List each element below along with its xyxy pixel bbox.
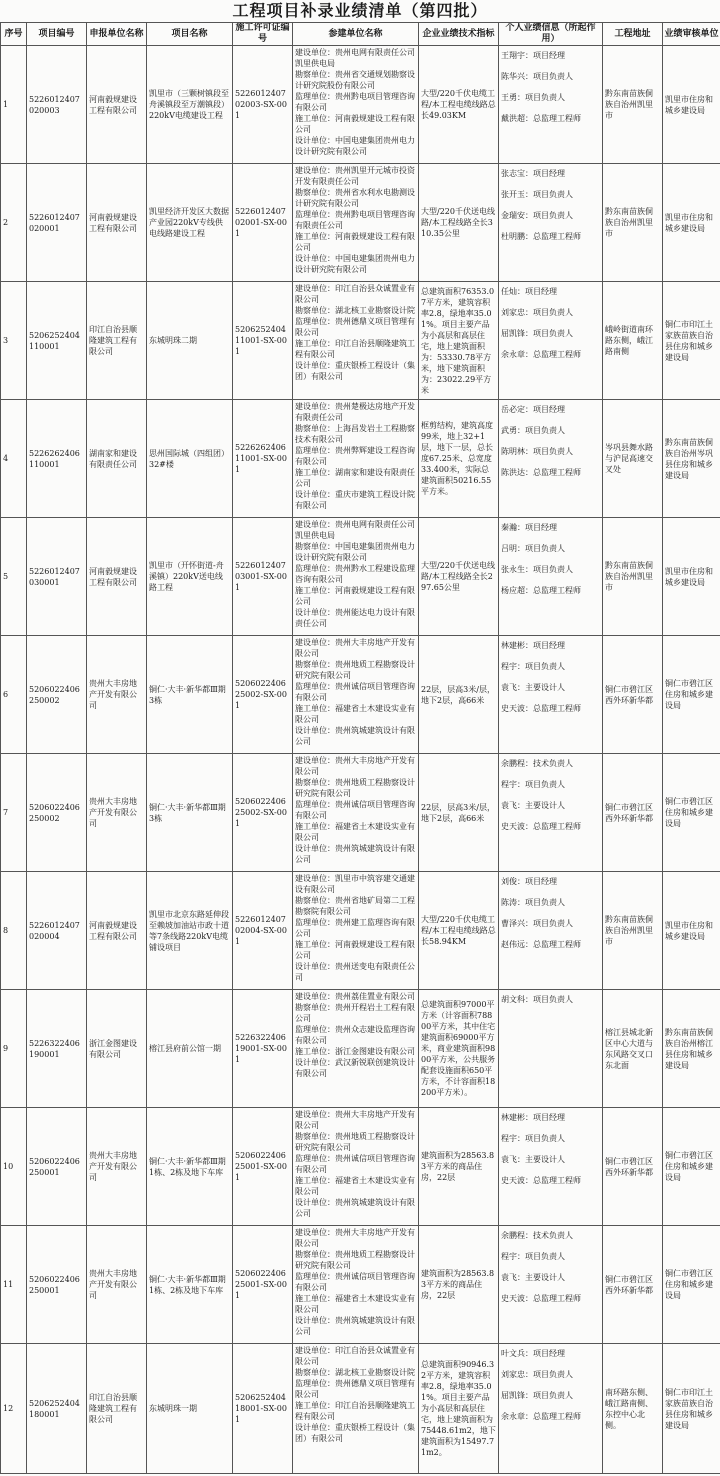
person-entry: 岳必定：项目经理 [501, 405, 565, 414]
participating-unit: 建设单位：贵州凯里开元城市投资开发有限责任公司 [295, 166, 415, 186]
project-name-cell: 凯里市（开怀街道-舟溪镇）220kV送电线路工程 [147, 518, 233, 636]
permit-number-cell: 520625240411001-SX-001 [233, 282, 293, 400]
row-number-cell: 8 [1, 872, 27, 990]
participating-unit: 监理单位：贵州诚信项目管理咨询有限公司 [295, 800, 415, 820]
technical-indicator-cell: 大型/220千伏送电线路/本工程线路全长310.35公里 [419, 164, 499, 282]
participating-unit: 施工单位：印江自治县顺隆建筑工程有限公司 [295, 1401, 415, 1421]
person-entry: 陈明林：项目负责人 [501, 447, 573, 456]
permit-number-cell: 522601240702003-SX-001 [233, 46, 293, 164]
permit-number-cell: 522632240619001-SX-001 [233, 990, 293, 1108]
project-code-cell: 5206022406250002 [27, 636, 87, 754]
person-entry: 任灿：项目经理 [501, 287, 557, 296]
project-name-cell: 铜仁·大丰·新华都Ⅲ期1栋、2栋及地下车库 [147, 1108, 233, 1226]
permit-number-cell: 522601240702004-SX-001 [233, 872, 293, 990]
technical-indicator-cell: 建筑面积为28563.83平方米的商品住房，22层 [419, 1108, 499, 1226]
participating-unit: 建设单位：贵州电网有限责任公司凯里供电局 [295, 48, 415, 68]
applicant-cell: 河南毅规建设工程有限公司 [87, 46, 147, 164]
participating-unit: 勘察单位：湖北核工业勘察设计院 [295, 1368, 415, 1377]
participating-unit: 建设单位：贵州大丰房地产开发有限公司 [295, 1228, 415, 1248]
participating-unit: 施工单位：河南毅规建设工程有限公司 [295, 114, 415, 134]
participating-unit: 设计单位：贵州筑城建筑设计有限公司 [295, 1198, 415, 1218]
person-entry: 刘俊：项目经理 [501, 877, 557, 886]
review-unit-cell: 铜仁市印江土家族苗族自治县住房和城乡建设局 [663, 282, 720, 400]
person-entry: 武勇：项目负责人 [501, 426, 565, 435]
person-entry: 刘家忠：项目负责人 [501, 1370, 573, 1379]
project-address-cell: 峨岭街道南环路东侧，峨江路南侧 [603, 282, 663, 400]
person-entry: 戴洪超：总监理工程师 [501, 114, 581, 123]
technical-indicator-cell: 总建筑面积76353.07平方米，建筑容积率2.8，绿地率35.01%。项目主要产品为小高层和高层住宅，地上建筑面积为：53330.78平方米，地下建筑面积为：23022.29平方米 [419, 282, 499, 400]
project-code-cell: 5206022406250002 [27, 754, 87, 872]
participating-unit: 勘察单位：贵州省水利水电勘测设计研究院有限公司 [295, 188, 415, 208]
permit-number-cell: 520602240625002-SX-001 [233, 636, 293, 754]
participating-units-cell [293, 990, 419, 1108]
project-address-cell: 黔东南苗族侗族自治州凯里市 [603, 46, 663, 164]
personal-performance-cell [499, 282, 603, 400]
project-code-cell: 5226012407020004 [27, 872, 87, 990]
participating-unit: 勘察单位：湖北核工业勘察设计院 [295, 306, 415, 315]
applicant-cell: 河南毅规建设工程有限公司 [87, 164, 147, 282]
header-cell: 工程地址 [603, 23, 663, 46]
participating-unit: 监理单位：贵州众志建设监理咨询有限公司 [295, 1025, 415, 1045]
personal-performance-cell [499, 46, 603, 164]
participating-unit: 设计单位：重庆银桥工程设计（集团）有限公司 [295, 1423, 415, 1443]
review-unit-cell: 黔东南苗族侗族自治州榕江县住房和城乡建设局 [663, 990, 720, 1108]
table-row [1, 46, 720, 164]
person-entry: 林建彬：项目经理 [501, 1113, 565, 1122]
permit-number-cell: 522601240702001-SX-001 [233, 164, 293, 282]
participating-unit: 勘察单位：贵州地质工程勘察设计研究院有限公司 [295, 1250, 415, 1270]
participating-unit: 设计单位：贵州筑城建筑设计有限公司 [295, 726, 415, 746]
person-entry: 吕明：项目负责人 [501, 544, 565, 553]
header-cell: 企业业绩技术指标 [419, 23, 499, 46]
table-row [1, 872, 720, 990]
participating-unit: 施工单位：福建省土木建设实业有限公司 [295, 704, 415, 724]
participating-units-cell [293, 400, 419, 518]
participating-unit: 监理单位：贵州诚信项目管理咨询有限公司 [295, 682, 415, 702]
person-entry: 史天波：总监理工程师 [501, 822, 581, 831]
header-cell: 参建单位名称 [293, 23, 419, 46]
table-row [1, 754, 720, 872]
project-name-cell: 凯里市（三颗树镇段至舟溪镇段至万潮镇段）220kV电缆建设工程 [147, 46, 233, 164]
participating-unit: 勘察单位：贵州开程岩土工程有限公司 [295, 1003, 415, 1023]
technical-indicator-cell: 总建筑面积90946.32平方米，建筑容积率2.8，绿地率35.01%。项目主要产品为小高层和高层住宅，地上建筑面积为75448.61m2，地下建筑面积为15497.71m2。 [419, 1344, 499, 1474]
review-unit-cell: 凯里市住房和城乡建设局 [663, 518, 720, 636]
person-entry: 袁飞：主要设计人 [501, 801, 565, 810]
permit-number-cell: 522601240703001-SX-001 [233, 518, 293, 636]
project-code-cell: 5226012407020003 [27, 46, 87, 164]
project-address-cell: 铜仁市碧江区西外环新华都 [603, 1108, 663, 1226]
person-entry: 史天波：总监理工程师 [501, 704, 581, 713]
technical-indicator-cell: 框剪结构，建筑高度99米，地上32+1层，地下一层，总长度67.25米、总宽度33.400米，实际总建筑面积50216.55平方米。 [419, 400, 499, 518]
project-code-cell: 5226262406110001 [27, 400, 87, 518]
project-address-cell: 岑巩县舞水路与沪昆高速交叉处 [603, 400, 663, 518]
table-row [1, 990, 720, 1108]
person-entry: 张开玉：项目负责人 [501, 190, 573, 199]
project-code-cell: 5206252404110001 [27, 282, 87, 400]
project-address-cell: 黔东南苗族侗族自治州凯里市 [603, 164, 663, 282]
person-entry: 张永生：项目负责人 [501, 565, 573, 574]
participating-units-cell [293, 1108, 419, 1226]
row-number-cell: 3 [1, 282, 27, 400]
project-code-cell: 5206022406250001 [27, 1226, 87, 1344]
person-entry: 屈凯锋：项目负责人 [501, 1391, 573, 1400]
person-entry: 金瑞安：项目负责人 [501, 211, 573, 220]
person-entry: 王勇：项目负责人 [501, 93, 565, 102]
project-name-cell: 铜仁·大丰·新华都Ⅲ期3栋 [147, 636, 233, 754]
participating-unit: 施工单位：河南毅规建设工程有限公司 [295, 940, 415, 960]
review-unit-cell: 铜仁市碧江区住房和城乡建设局 [663, 754, 720, 872]
permit-number-cell: 522626240611001-SX-001 [233, 400, 293, 518]
participating-unit: 勘察单位：中国电建集团贵州电力设计研究院有限公司 [295, 542, 415, 562]
person-entry: 余永章：总监理工程师 [501, 350, 581, 359]
project-code-cell: 5226322406190001 [27, 990, 87, 1108]
header-cell: 个人业绩信息（所起作用） [499, 23, 603, 46]
person-entry: 程宇：项目负责人 [501, 1134, 565, 1143]
participating-unit: 建设单位：贵州荔佳置业有限公司 [295, 992, 415, 1001]
table-row [1, 1226, 720, 1344]
permit-number-cell: 520602240625001-SX-001 [233, 1226, 293, 1344]
project-code-cell: 5206022406250001 [27, 1108, 87, 1226]
person-entry: 袁飞：主要设计人 [501, 1155, 565, 1164]
personal-performance-cell [499, 754, 603, 872]
table-body [1, 46, 720, 1474]
participating-units-cell [293, 46, 419, 164]
participating-unit: 勘察单位：贵州省地矿局第二工程勘察院有限公司 [295, 896, 415, 916]
review-unit-cell: 凯里市住房和城乡建设局 [663, 46, 720, 164]
person-entry: 陈华兴：项目负责人 [501, 72, 573, 81]
participating-unit: 建设单位：贵州楚极达房地产开发有限责任公司 [295, 402, 415, 422]
participating-unit: 勘察单位：贵州省交通规划勘察设计研究院股份有限公司 [295, 70, 415, 90]
project-address-cell: 黔东南苗族侗族自治州凯里市 [603, 518, 663, 636]
person-entry: 袁飞：主要设计人 [501, 683, 565, 692]
technical-indicator-cell: 大型/220千伏送电线路/本工程线路全长297.65公里 [419, 518, 499, 636]
technical-indicator-cell: 大型/220千伏电缆工程/本工程电缆线路总长58.94KM [419, 872, 499, 990]
table-row [1, 1344, 720, 1474]
applicant-cell: 贵州大丰房地产开发有限公司 [87, 636, 147, 754]
participating-unit: 设计单位：贵州能达电力设计有限责任公司 [295, 608, 415, 628]
participating-unit: 勘察单位：贵州地质工程勘察设计研究院有限公司 [295, 660, 415, 680]
personal-performance-cell [499, 1108, 603, 1226]
participating-unit: 建设单位：贵州大丰房地产开发有限公司 [295, 1110, 415, 1130]
header-cell: 业绩审核单位 [663, 23, 720, 46]
person-entry: 程宇：项目负责人 [501, 662, 565, 671]
technical-indicator-cell: 建筑面积为28563.83平方米的商品住房，22层 [419, 1226, 499, 1344]
project-name-cell: 铜仁·大丰·新华都Ⅲ期1栋、2栋及地下车库 [147, 1226, 233, 1344]
participating-unit: 施工单位：印江自治县顺隆建筑工程有限公司 [295, 339, 415, 359]
person-entry: 曹泽兴：项目负责人 [501, 919, 573, 928]
participating-units-cell [293, 518, 419, 636]
participating-unit: 施工单位：河南毅规建设工程有限公司 [295, 232, 415, 252]
participating-unit: 建设单位：印江自治县众诚置业有限公司 [295, 1346, 415, 1366]
project-code-cell: 5226012407030001 [27, 518, 87, 636]
participating-units-cell [293, 1344, 419, 1474]
person-entry: 林建彬：项目经理 [501, 641, 565, 650]
row-number-cell: 7 [1, 754, 27, 872]
applicant-cell: 河南毅规建设工程有限公司 [87, 872, 147, 990]
row-number-cell: 2 [1, 164, 27, 282]
participating-unit: 施工单位：河南毅规建设工程有限公司 [295, 586, 415, 606]
person-entry: 杨应超：总监理工程师 [501, 586, 581, 595]
header-cell: 序号 [1, 23, 27, 46]
row-number-cell: 6 [1, 636, 27, 754]
row-number-cell: 10 [1, 1108, 27, 1226]
participating-unit: 施工单位：湖南家和建设有限责任公司 [295, 468, 415, 488]
participating-unit: 设计单位：重庆市建筑工程设计院有限公司 [295, 490, 415, 510]
participating-unit: 监理单位：贵州黔电项目管理咨询有限责任公司 [295, 210, 415, 230]
personal-performance-cell [499, 872, 603, 990]
participating-unit: 施工单位：浙江金图建设有限公司 [295, 1047, 415, 1056]
project-name-cell: 东城明珠一期 [147, 1344, 233, 1474]
table-row [1, 400, 720, 518]
review-unit-cell: 凯里市住房和城乡建设局 [663, 872, 720, 990]
applicant-cell: 印江自治县顺隆建筑工程有限公司 [87, 282, 147, 400]
person-entry: 刘家忠：项目负责人 [501, 308, 573, 317]
project-address-cell: 铜仁市碧江区西外环新华都 [603, 636, 663, 754]
performance-table [0, 22, 720, 1474]
row-number-cell: 1 [1, 46, 27, 164]
participating-units-cell [293, 754, 419, 872]
participating-unit: 施工单位：福建省土木建设实业有限公司 [295, 1294, 415, 1314]
person-entry: 余鹏程：技术负责人 [501, 759, 573, 768]
table-row [1, 518, 720, 636]
technical-indicator-cell: 大型/220千伏电缆工程/本工程电缆线路总长49.03KM [419, 46, 499, 164]
project-address-cell: 榕江县城北新区中心大道与东风路交叉口东北面 [603, 990, 663, 1108]
participating-unit: 监理单位：贵州弊辉建设工程咨询有限公司 [295, 446, 415, 466]
personal-performance-cell [499, 518, 603, 636]
row-number-cell: 9 [1, 990, 27, 1108]
personal-performance-cell [499, 1344, 603, 1474]
participating-unit: 监理单位：贵州德鼎义项目管理有限公司 [295, 1379, 415, 1399]
row-number-cell: 5 [1, 518, 27, 636]
participating-units-cell [293, 872, 419, 990]
review-unit-cell: 铜仁市碧江区住房和城乡建设局 [663, 1108, 720, 1226]
person-entry: 史天波：总监理工程师 [501, 1176, 581, 1185]
participating-unit: 监理单位：贵州建工监理咨询有限公司 [295, 918, 415, 938]
participating-unit: 监理单位：贵州诚信项目管理咨询有限公司 [295, 1272, 415, 1292]
row-number-cell: 11 [1, 1226, 27, 1344]
applicant-cell: 贵州大丰房地产开发有限公司 [87, 754, 147, 872]
project-name-cell: 凯里市北京东路延伸段至赖坡加油站市政十道等7条线路220kV电缆铺设项目 [147, 872, 233, 990]
personal-performance-cell [499, 164, 603, 282]
review-unit-cell: 铜仁市碧江区住房和城乡建设局 [663, 636, 720, 754]
personal-performance-cell [499, 1226, 603, 1344]
person-entry: 余永章：总监理工程师 [501, 1412, 581, 1421]
participating-unit: 监理单位：贵州黔电项目管理咨询有限公司 [295, 92, 415, 112]
technical-indicator-cell: 22层，层高3米/层，地下2层，高66米 [419, 754, 499, 872]
person-entry: 陈涛：项目负责人 [501, 898, 565, 907]
participating-unit: 监理单位：贵州德鼎义项目管理有限公司 [295, 317, 415, 337]
permit-number-cell: 520602240625001-SX-001 [233, 1108, 293, 1226]
person-entry: 秦瀚：项目经理 [501, 523, 557, 532]
participating-unit: 建设单位：凯里市中筑容建交通建设有限公司 [295, 874, 415, 894]
participating-unit: 勘察单位：贵州地质工程勘察设计研究院有限公司 [295, 1132, 415, 1152]
permit-number-cell: 520602240625002-SX-001 [233, 754, 293, 872]
header-cell: 项目名称 [147, 23, 233, 46]
person-entry: 叶文兵：项目经理 [501, 1349, 565, 1358]
permit-number-cell: 520625240418001-SX-001 [233, 1344, 293, 1474]
participating-unit: 设计单位：贵州送变电有限责任公司 [295, 962, 415, 982]
person-entry: 史天波：总监理工程师 [501, 1294, 581, 1303]
participating-unit: 施工单位：福建省土木建设实业有限公司 [295, 822, 415, 842]
technical-indicator-cell: 总建筑面积97000平方米（计容面积78800平方米，其中住宅建筑面积69000平方米，商业建筑面积9800平方米，公共服务配套设施面积650平方米，不计容面积18200平方米）。 [419, 990, 499, 1108]
project-name-cell: 铜仁·大丰·新华都Ⅲ期3栋 [147, 754, 233, 872]
project-address-cell: 铜仁市碧江区西外环新华都 [603, 1226, 663, 1344]
person-entry: 程宇：项目负责人 [501, 780, 565, 789]
participating-unit: 设计单位：中国电建集团贵州电力设计研究院有限公司 [295, 136, 415, 156]
row-number-cell: 12 [1, 1344, 27, 1474]
person-entry: 陈洪达：总监理工程师 [501, 468, 581, 477]
project-address-cell: 铜仁市碧江区西外环新华都 [603, 754, 663, 872]
applicant-cell: 印江自治县顺隆建筑工程有限公司 [87, 1344, 147, 1474]
participating-unit: 设计单位：中国电建集团贵州电力设计研究院有限公司 [295, 254, 415, 274]
person-entry: 程宇：项目负责人 [501, 1252, 565, 1261]
project-name-cell: 思州国际城（四组团）32#楼 [147, 400, 233, 518]
project-name-cell: 东城明珠二期 [147, 282, 233, 400]
applicant-cell: 河南毅规建设工程有限公司 [87, 518, 147, 636]
table-row [1, 164, 720, 282]
participating-units-cell [293, 636, 419, 754]
review-unit-cell: 凯里市住房和城乡建设局 [663, 164, 720, 282]
header-row [1, 23, 720, 46]
participating-unit: 设计单位：重庆银桥工程设计（集团）有限公司 [295, 361, 415, 381]
review-unit-cell: 黔东南苗族侗族自治州岑巩县住房和城乡建设局 [663, 400, 720, 518]
applicant-cell: 贵州大丰房地产开发有限公司 [87, 1226, 147, 1344]
project-address-cell: 黔东南苗族侗族自治州凯里市 [603, 872, 663, 990]
participating-units-cell [293, 164, 419, 282]
header-cell: 施工许可证编号 [233, 23, 293, 46]
participating-units-cell [293, 1226, 419, 1344]
participating-unit: 设计单位：贵州筑城建筑设计有限公司 [295, 844, 415, 864]
technical-indicator-cell: 22层，层高3米/层，地下2层，高66米 [419, 636, 499, 754]
person-entry: 张志宝：项目经理 [501, 169, 565, 178]
participating-unit: 勘察单位：上海昌发岩土工程勘察技术有限公司 [295, 424, 415, 444]
table-row [1, 282, 720, 400]
table-row [1, 1108, 720, 1226]
participating-unit: 建设单位：印江自治县众诚置业有限公司 [295, 284, 415, 304]
header-cell: 项目编号 [27, 23, 87, 46]
participating-unit: 监理单位：贵州诚信项目管理咨询有限公司 [295, 1154, 415, 1174]
participating-unit: 监理单位：贵州黔水工程建设监理咨询有限公司 [295, 564, 415, 584]
project-address-cell: 南环路东侧、峨江路南侧、东控中心北侧。 [603, 1344, 663, 1474]
applicant-cell: 浙江金图建设有限公司 [87, 990, 147, 1108]
header-cell: 申报单位名称 [87, 23, 147, 46]
participating-units-cell [293, 282, 419, 400]
applicant-cell: 贵州大丰房地产开发有限公司 [87, 1108, 147, 1226]
participating-unit: 设计单位：贵州筑城建筑设计有限公司 [295, 1316, 415, 1336]
participating-unit: 施工单位：福建省土木建设实业有限公司 [295, 1176, 415, 1196]
person-entry: 袁飞：主要设计人 [501, 1273, 565, 1282]
personal-performance-cell [499, 990, 603, 1108]
person-entry: 胡文科：项目负责人 [501, 995, 573, 1004]
row-number-cell: 4 [1, 400, 27, 518]
review-unit-cell: 铜仁市印江土家族苗族自治县住房和城乡建设局 [663, 1344, 720, 1474]
participating-unit: 建设单位：贵州大丰房地产开发有限公司 [295, 756, 415, 776]
person-entry: 王翔宇：项目经理 [501, 51, 565, 60]
participating-unit: 建设单位：贵州电网有限责任公司凯里供电局 [295, 520, 415, 540]
project-code-cell: 5206252404180001 [27, 1344, 87, 1474]
document-title: 工程项目补录业绩清单（第四批） [232, 1, 488, 20]
participating-unit: 勘察单位：贵州地质工程勘察设计研究院有限公司 [295, 778, 415, 798]
person-entry: 屈凯锋：项目负责人 [501, 329, 573, 338]
person-entry: 赵伟远：总监理工程师 [501, 940, 581, 949]
personal-performance-cell [499, 636, 603, 754]
participating-unit: 建设单位：贵州大丰房地产开发有限公司 [295, 638, 415, 658]
project-name-cell: 凯里经济开发区大数据产业园220kV专线供电线路建设工程 [147, 164, 233, 282]
table-row [1, 636, 720, 754]
project-name-cell: 榕江县府前公馆一期 [147, 990, 233, 1108]
participating-unit: 设计单位：武汉新锐联创建筑设计有限公司 [295, 1058, 415, 1078]
applicant-cell: 湖南家和建设有限责任公司 [87, 400, 147, 518]
project-code-cell: 5226012407020001 [27, 164, 87, 282]
person-entry: 杜明鹏：总监理工程师 [501, 232, 581, 241]
personal-performance-cell [499, 400, 603, 518]
person-entry: 余鹏程：技术负责人 [501, 1231, 573, 1240]
review-unit-cell: 铜仁市碧江区住房和城乡建设局 [663, 1226, 720, 1344]
